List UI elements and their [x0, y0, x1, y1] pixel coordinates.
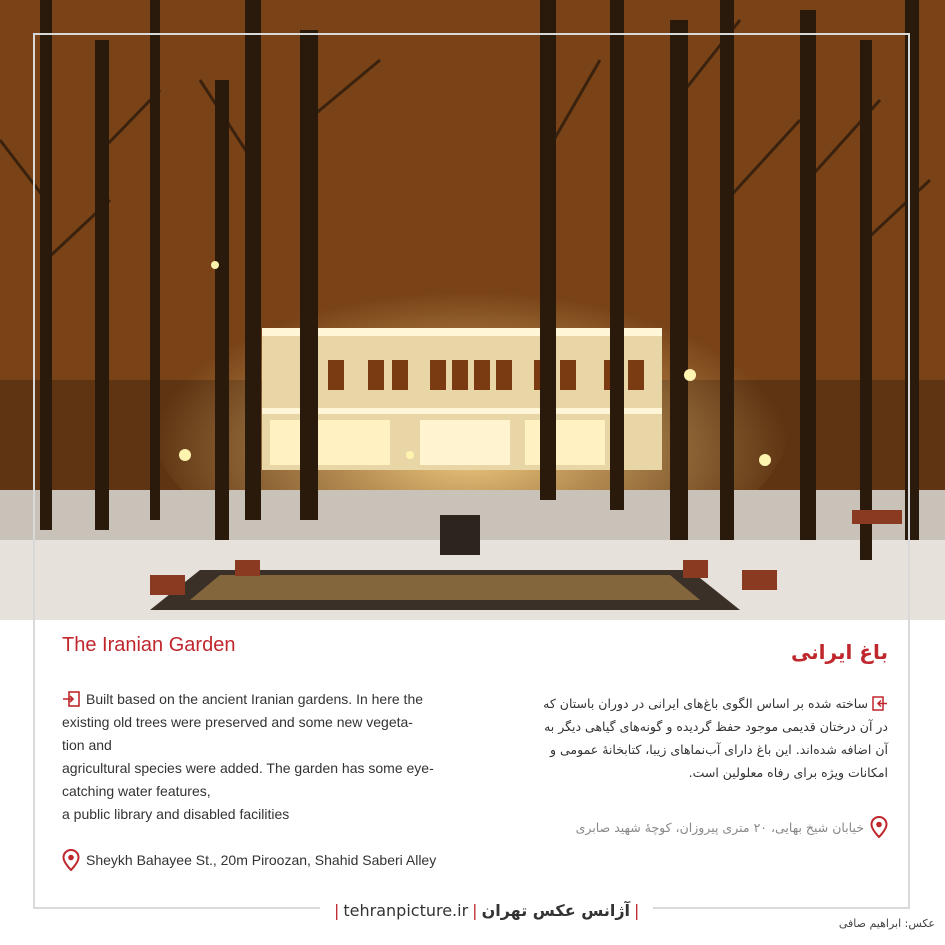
website-link[interactable]: tehranpicture.ir: [343, 900, 469, 920]
location-pin-icon: [870, 816, 888, 838]
footer-brand: [320, 897, 653, 923]
description-fa-line: امکانات ویژه برای رفاه معلولین است.: [688, 765, 888, 780]
address-en: Sheykh Bahayee St., 20m Piroozan, Shahid Saberi Alley: [62, 849, 436, 871]
title-fa: باغ ایرانی: [790, 640, 888, 664]
description-en-line: existing old trees were preserved and some new vegeta-: [62, 714, 413, 730]
enter-icon: [62, 691, 80, 707]
description-en-line: a public library and disabled facilities: [62, 806, 290, 822]
description-fa: [528, 692, 888, 784]
description-en: [62, 688, 450, 826]
divider: |: [472, 900, 478, 920]
description-en-line: tion and: [62, 737, 112, 753]
location-pin-icon: [62, 849, 80, 871]
divider: |: [634, 900, 640, 920]
brand-name-fa: آژانس عکس تهران: [481, 900, 631, 920]
divider: |: [334, 900, 340, 920]
description-fa-line: در آن درختان قدیمی موجود حفظ گردیده و گونه‌های گیاهی دیگر به: [544, 719, 888, 734]
description-en-line: agricultural species were added. The garden has some eye-: [62, 760, 434, 776]
description-en-line: catching water features,: [62, 783, 211, 799]
title-en: The Iranian Garden: [62, 634, 236, 656]
description-en-line: Built based on the ancient Iranian gardens. In here the: [62, 688, 450, 711]
photo-credit: عکس: ابراهیم صافی: [838, 917, 935, 930]
description-fa-line: ساخته شده بر اساس الگوی باغ‌های ایرانی در دوران باستان که: [528, 692, 888, 715]
address-fa: خیابان شیخ بهایی، ۲۰ متری پیروزان، کوچهٔ شهید صابری: [576, 816, 888, 838]
description-fa-line: آن اضافه شده‌اند. این باغ دارای آب‌نماهای زیبا، کتابخانهٔ عمومی و: [549, 742, 888, 757]
enter-icon: [872, 696, 888, 711]
